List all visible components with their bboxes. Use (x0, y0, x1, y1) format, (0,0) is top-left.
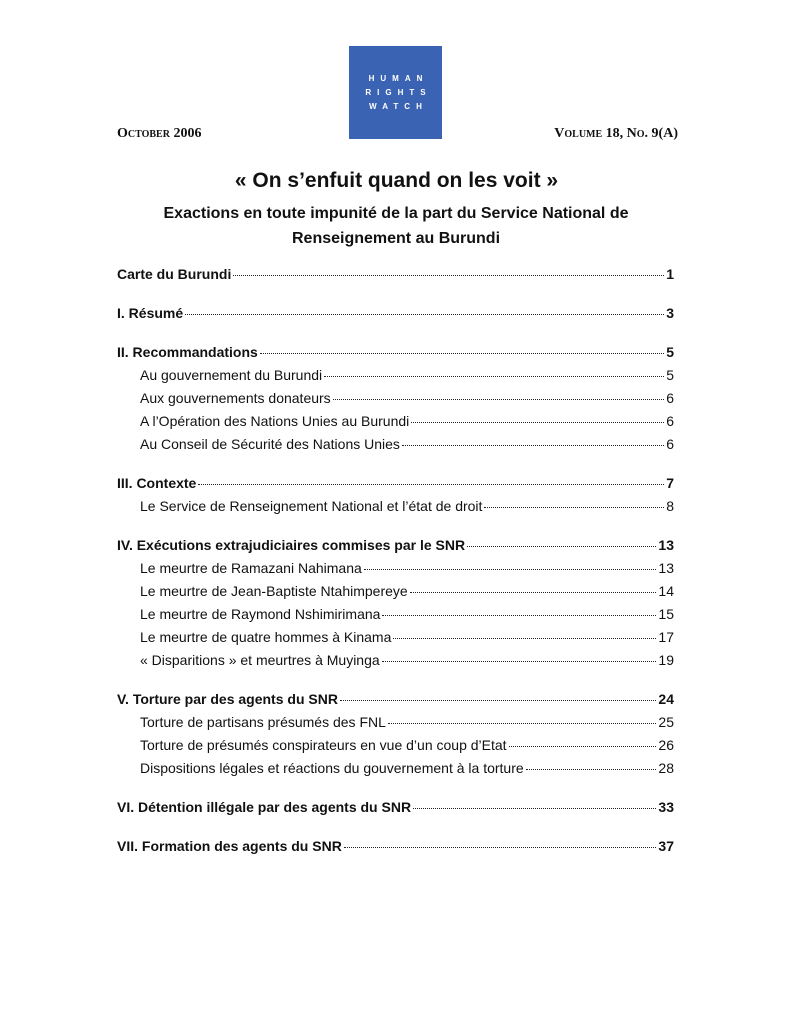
toc-leader (402, 445, 664, 446)
toc-entry-gouvernement[interactable] (117, 364, 674, 387)
toc-leader (413, 808, 656, 809)
toc-entry-executions[interactable] (117, 534, 674, 557)
toc-leader (393, 638, 656, 639)
toc-label: Torture de présumés conspirateurs en vue d’un coup d’Etat (140, 737, 507, 753)
toc-entry-detention[interactable] (117, 796, 674, 819)
toc-entry-formation[interactable] (117, 835, 674, 858)
toc-label: Le meurtre de Raymond Nshimirimana (140, 606, 381, 622)
toc-page: 33 (658, 799, 674, 815)
toc-leader (185, 314, 664, 315)
toc-label: Le meurtre de Ramazani Nahimana (140, 560, 362, 576)
toc-label: I. Résumé (117, 305, 184, 321)
toc-label: II. Recommandations (117, 344, 258, 360)
toc-label: Torture de partisans présumés des FNL (140, 714, 386, 730)
report-title: « On s’enfuit quand on les voit » (234, 169, 559, 192)
table-of-contents (117, 263, 674, 858)
toc-label: Carte du Burundi (117, 266, 232, 282)
toc-page: 17 (658, 629, 674, 645)
toc-page: 1 (666, 266, 674, 282)
toc-leader (198, 484, 664, 485)
report-subtitle: Exactions en toute impunité de la part du Service National de Renseignement au Burundi (163, 205, 629, 247)
toc-entry-conseil-securite[interactable] (117, 433, 674, 456)
toc-label: VI. Détention illégale par des agents du SNR (117, 799, 412, 815)
toc-entry-torture-conspirateurs[interactable] (117, 734, 674, 757)
toc-entry-kinama[interactable] (117, 626, 674, 649)
logo-line-3: WATCH (369, 101, 428, 111)
toc-leader (260, 353, 664, 354)
toc-page: 19 (658, 652, 674, 668)
toc-label: « Disparitions » et meurtres à Muyinga (140, 652, 380, 668)
toc-leader (333, 399, 665, 400)
toc-label: Aux gouvernements donateurs (140, 390, 331, 406)
toc-leader (344, 847, 657, 848)
toc-leader (233, 275, 664, 276)
toc-page: 6 (666, 436, 674, 452)
toc-entry-resume[interactable] (117, 302, 674, 325)
toc-entry-carte[interactable] (117, 263, 674, 286)
toc-label: Le Service de Renseignement National et l’état de droit (140, 498, 483, 514)
toc-page: 24 (658, 691, 674, 707)
toc-page: 7 (666, 475, 674, 491)
toc-label: III. Contexte (117, 475, 197, 491)
toc-page: 13 (658, 537, 674, 553)
toc-leader (388, 723, 657, 724)
toc-page: 5 (666, 367, 674, 383)
toc-label: A l’Opération des Nations Unies au Burundi (140, 413, 410, 429)
toc-entry-torture-fnl[interactable] (117, 711, 674, 734)
toc-leader (382, 615, 656, 616)
report-date: October 2006 (117, 126, 202, 141)
toc-leader (410, 592, 657, 593)
report-volume: Volume 18, No. 9(A) (554, 126, 678, 141)
toc-entry-ntahimpereye[interactable] (117, 580, 674, 603)
toc-leader (411, 422, 664, 423)
toc-label: Le meurtre de Jean-Baptiste Ntahimpereye (140, 583, 408, 599)
toc-entry-nahimana[interactable] (117, 557, 674, 580)
toc-entry-contexte[interactable] (117, 472, 674, 495)
toc-entry-dispositions-legales[interactable] (117, 757, 674, 780)
toc-page: 6 (666, 390, 674, 406)
toc-leader (526, 769, 657, 770)
toc-leader (484, 507, 664, 508)
toc-page: 5 (666, 344, 674, 360)
toc-page: 8 (666, 498, 674, 514)
toc-page: 25 (658, 714, 674, 730)
toc-leader (382, 661, 657, 662)
toc-page: 37 (658, 838, 674, 854)
toc-entry-muyinga[interactable] (117, 649, 674, 672)
toc-leader (340, 700, 656, 701)
toc-label: Au gouvernement du Burundi (140, 367, 323, 383)
toc-entry-recommandations[interactable] (117, 341, 674, 364)
toc-label: IV. Exécutions extrajudiciaires commises par le SNR (117, 537, 466, 553)
toc-entry-donateurs[interactable] (117, 387, 674, 410)
toc-label: Au Conseil de Sécurité des Nations Unies (140, 436, 400, 452)
toc-label: Dispositions légales et réactions du gouvernement à la torture (140, 760, 524, 776)
toc-page: 6 (666, 413, 674, 429)
toc-entry-onub[interactable] (117, 410, 674, 433)
toc-entry-service-renseignement[interactable] (117, 495, 674, 518)
toc-page: 3 (666, 305, 674, 321)
toc-entry-torture[interactable] (117, 688, 674, 711)
toc-leader (467, 546, 656, 547)
toc-page: 15 (658, 606, 674, 622)
toc-label: V. Torture par des agents du SNR (117, 691, 338, 707)
logo-line-2: RIGHTS (365, 87, 432, 97)
toc-page: 28 (658, 760, 674, 776)
hrw-logo (349, 46, 442, 139)
toc-page: 14 (658, 583, 674, 599)
toc-page: 13 (658, 560, 674, 576)
toc-label: Le meurtre de quatre hommes à Kinama (140, 629, 392, 645)
toc-leader (509, 746, 657, 747)
toc-label: VII. Formation des agents du SNR (117, 838, 342, 854)
toc-leader (324, 376, 664, 377)
toc-leader (364, 569, 657, 570)
toc-entry-nshimirimana[interactable] (117, 603, 674, 626)
toc-page: 26 (658, 737, 674, 753)
logo-line-1: HUMAN (368, 73, 429, 83)
